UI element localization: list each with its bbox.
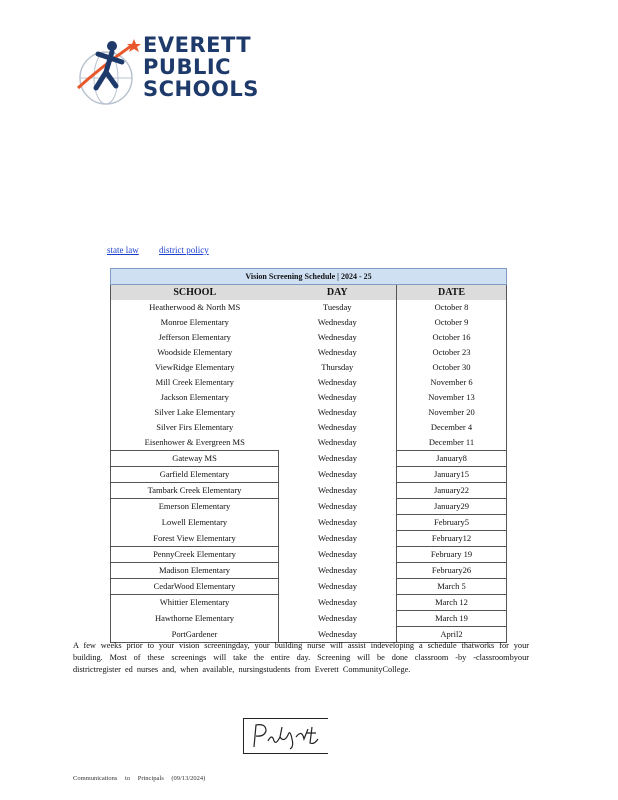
table-row <box>111 390 507 405</box>
district-policy-link[interactable]: district policy <box>159 245 209 255</box>
school-cell: Forest View Elementary <box>111 531 279 547</box>
day-cell: Wednesday <box>279 579 397 595</box>
school-cell: Jefferson Elementary <box>158 332 231 342</box>
date-cell: February5 <box>397 515 507 531</box>
school-cell: Lowell Elementary <box>111 515 279 531</box>
day-cell: Wednesday <box>317 422 357 432</box>
table-row <box>111 435 507 451</box>
table-row <box>111 315 507 330</box>
school-cell: Monroe Elementary <box>160 317 229 327</box>
table-row <box>111 531 507 547</box>
date-cell: October 23 <box>397 345 507 360</box>
header-date: DATE <box>397 285 507 301</box>
table-row <box>111 420 507 435</box>
date-cell: November 13 <box>397 390 507 405</box>
date-cell: February26 <box>397 563 507 579</box>
school-cell: Silver Lake Elementary <box>154 407 236 417</box>
principal-signature <box>243 718 328 754</box>
date-cell: January29 <box>397 499 507 515</box>
day-cell: Wednesday <box>317 347 357 357</box>
school-cell: Woodside Elementary <box>157 347 233 357</box>
day-cell: Wednesday <box>279 627 397 643</box>
school-cell: CedarWood Elementary <box>111 579 279 595</box>
school-cell: Emerson Elementary <box>111 499 279 515</box>
school-cell: Silver Firs Elementary <box>156 422 234 432</box>
screening-schedule-table <box>110 268 507 643</box>
table-row <box>111 467 507 483</box>
school-cell: ViewRidge Elementary <box>154 362 235 372</box>
school-cell: Mill Creek Elementary <box>155 377 234 387</box>
runner-globe-icon <box>72 36 142 108</box>
table-row <box>111 451 507 467</box>
school-cell: Eisenhower & Evergreen MS <box>144 437 245 447</box>
school-cell: Jackson Elementary <box>160 392 229 402</box>
table-row <box>111 595 507 611</box>
table-row <box>111 405 507 420</box>
date-cell: December 11 <box>397 435 507 451</box>
school-cell: Garfield Elementary <box>111 467 279 483</box>
day-cell: Tuesday <box>323 302 352 312</box>
table-title: Vision Screening Schedule | 2024 - 25 <box>111 269 507 285</box>
table-row <box>111 611 507 627</box>
table-row <box>111 375 507 390</box>
day-cell: Wednesday <box>317 437 357 448</box>
state-law-link[interactable]: state law <box>107 245 139 255</box>
date-cell: March 12 <box>397 595 507 611</box>
signature-image <box>244 719 328 753</box>
date-cell: January22 <box>397 483 507 499</box>
date-cell: October 8 <box>397 300 507 315</box>
date-cell: October 16 <box>397 330 507 345</box>
table-row <box>111 360 507 375</box>
school-cell: PortGardener <box>111 627 279 643</box>
day-cell: Wednesday <box>279 499 397 515</box>
day-cell: Wednesday <box>279 547 397 563</box>
date-cell: October 30 <box>397 360 507 375</box>
day-cell: Wednesday <box>317 317 357 327</box>
table-row <box>111 499 507 515</box>
date-cell: February 19 <box>397 547 507 563</box>
date-cell: October 9 <box>397 315 507 330</box>
table-row <box>111 345 507 360</box>
table-header-row <box>111 285 507 301</box>
school-cell: Whittier Elementary <box>111 595 279 611</box>
table-title-row <box>111 269 507 285</box>
day-cell: Wednesday <box>279 483 397 499</box>
school-cell: Tambark Creek Elementary <box>111 483 279 499</box>
date-cell: March 5 <box>397 579 507 595</box>
date-cell: January8 <box>397 451 507 467</box>
school-cell: Madison Elementary <box>111 563 279 579</box>
table-row <box>111 547 507 563</box>
policy-links <box>107 245 227 255</box>
date-cell: February12 <box>397 531 507 547</box>
school-cell: Hawthorne Elementary <box>111 611 279 627</box>
day-cell: Wednesday <box>317 332 357 342</box>
day-cell: Wednesday <box>279 563 397 579</box>
table-row <box>111 563 507 579</box>
date-cell: April2 <box>397 627 507 643</box>
day-cell: Wednesday <box>317 377 357 387</box>
district-logo <box>72 32 262 112</box>
logo-wordmark: EVERETT PUBLIC SCHOOLS <box>143 33 259 101</box>
day-cell: Wednesday <box>317 407 357 417</box>
school-cell: PennyCreek Elementary <box>111 547 279 563</box>
date-cell: November 20 <box>397 405 507 420</box>
day-cell: Wednesday <box>317 392 357 402</box>
date-cell: November 6 <box>397 375 507 390</box>
day-cell: Wednesday <box>279 595 397 611</box>
header-day: DAY <box>279 285 397 301</box>
table-row <box>111 515 507 531</box>
day-cell: Wednesday <box>279 467 397 483</box>
header-school: SCHOOL <box>111 285 279 301</box>
day-cell: Wednesday <box>279 531 397 547</box>
date-cell: March 19 <box>397 611 507 627</box>
table-row <box>111 579 507 595</box>
school-cell: Heatherwood & North MS <box>149 302 241 312</box>
table-row <box>111 330 507 345</box>
footer-note: Communications to Principals (09/13/2024) <box>73 775 206 782</box>
date-cell: December 4 <box>397 420 507 435</box>
day-cell: Wednesday <box>279 611 397 627</box>
screening-info-paragraph: A few weeks prior to your vision screeningday, your building nurse will assist indeveloping a schedule thatworks for your building. Most of these screenings will take the entire day. Screening will be done classroom -by -classroombyour districtregister ed nurses and, when available, nursingstudents from Everett CommunityCollege. <box>73 641 529 674</box>
day-cell: Thursday <box>321 362 354 372</box>
day-cell: Wednesday <box>279 451 397 467</box>
table-row <box>111 300 507 315</box>
school-cell: Gateway MS <box>111 451 279 467</box>
date-cell: January15 <box>397 467 507 483</box>
table-row <box>111 483 507 499</box>
day-cell: Wednesday <box>279 515 397 531</box>
